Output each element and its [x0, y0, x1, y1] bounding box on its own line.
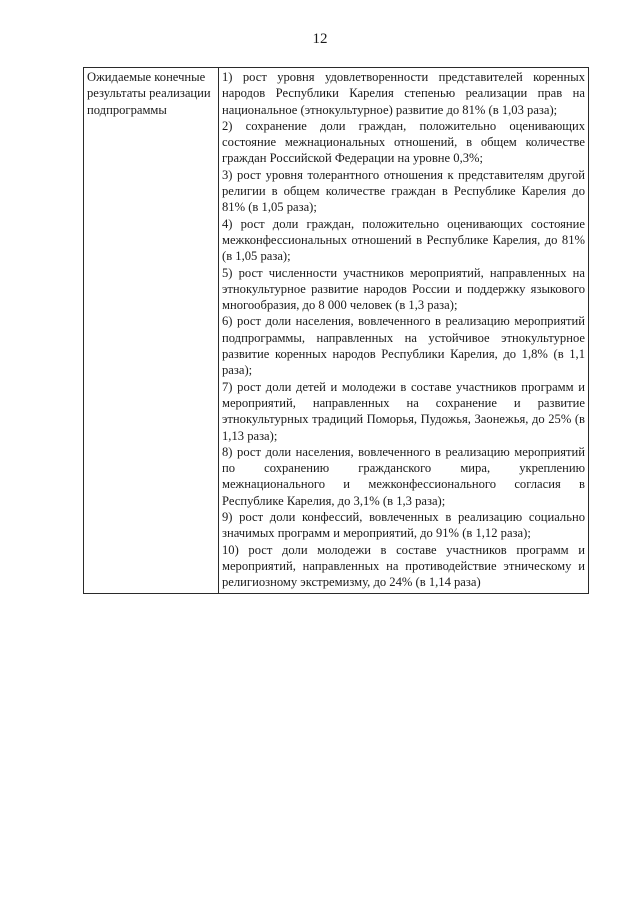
results-table: [83, 67, 589, 594]
result-item-5: 5) рост численности участников мероприятий, направленных на этнокультурное развитие народов России и поддержку языкового многообразия, до 8 000 человек (в 1,3 раза);: [222, 265, 585, 313]
result-item-8: 8) рост доли населения, вовлеченного в реализацию мероприятий по сохранению гражданского мира, укреплению межнационального и межконфессионального согласия в Республике Карелия, до 3,1% (в 1,3 раза);: [222, 444, 585, 508]
result-item-4: 4) рост доли граждан, положительно оценивающих состояние межконфессиональных отношений в Республике Карелия, до 81% (в 1,05 раза);: [222, 216, 585, 264]
page-number: 12: [312, 31, 328, 47]
results-list-cell: [219, 68, 589, 594]
row-label: Ожидаемые конечные результаты реализации подпрограммы: [87, 70, 211, 117]
result-item-3: 3) рост уровня толерантного отношения к представителям другой религии в общем количестве граждан в Республике Карелия до 81% (в 1,05 раза);: [222, 167, 585, 215]
result-item-6: 6) рост доли населения, вовлеченного в реализацию мероприятий подпрограммы, направленных на устойчивое этнокультурное развитие коренных народов Республики Карелия, до 1,8% (в 1,1 раза);: [222, 314, 585, 378]
table-row: [84, 68, 589, 594]
result-item-2: 2) сохранение доли граждан, положительно оценивающих состояние межнациональных отношений, в общем количестве граждан Российской Федерации на уровне 0,3%;: [222, 118, 585, 166]
result-item-1: 1) рост уровня удовлетворенности представителей коренных народов Республики Карелия степенью реализации прав на национальное (этнокультурное) развитие до 81% (в 1,03 раза);: [222, 70, 585, 117]
row-label-cell: [84, 68, 219, 594]
result-item-7: 7) рост доли детей и молодежи в составе участников программ и мероприятий, направленных на сохранение и развитие этнокультурных традиций Поморья, Пудожья, Заонежья, до 25% (в 1,13 раза);: [222, 379, 585, 443]
result-item-10: 10) рост доли молодежи в составе участников программ и мероприятий, направленных на противодействие этническому и религиозному экстремизму, до 24% (в 1,14 раза): [222, 542, 585, 590]
result-item-9: 9) рост доли конфессий, вовлеченных в реализацию социально значимых программ и мероприятий, до 91% (в 1,12 раза);: [222, 510, 585, 541]
